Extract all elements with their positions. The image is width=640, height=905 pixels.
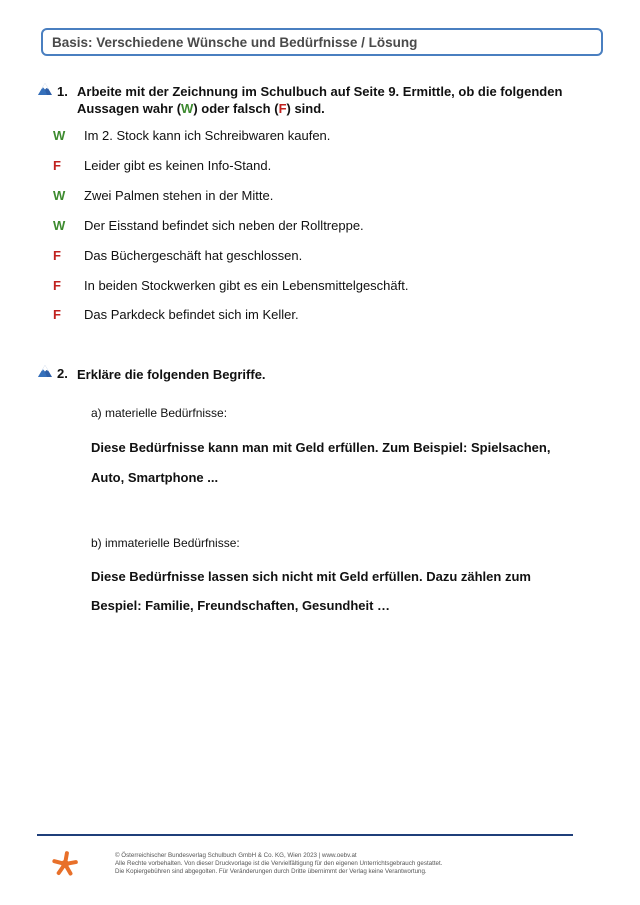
- list-item: [53, 217, 364, 233]
- subtask-label-a: a) materielle Bedürfnisse:: [91, 406, 228, 420]
- answer-letter: F: [53, 306, 61, 322]
- answer-letter: F: [53, 277, 61, 293]
- statement-text: Im 2. Stock kann ich Schreibwaren kaufen.: [84, 127, 331, 143]
- answer-letter: W: [53, 217, 66, 233]
- list-item: [53, 247, 302, 263]
- mountain-level-icon: [38, 365, 52, 377]
- answer-letter: F: [53, 157, 61, 173]
- answer-a-line1: Diese Bedürfnisse kann man mit Geld erfüllen. Zum Beispiel: Spielsachen,: [91, 440, 551, 455]
- statement-text: Leider gibt es keinen Info-Stand.: [84, 157, 272, 173]
- answer-letter: W: [53, 127, 66, 143]
- answer-a-line2: Auto, Smartphone ...: [91, 470, 219, 485]
- list-item: [53, 127, 330, 143]
- statement-text: Das Büchergeschäft hat geschlossen.: [84, 247, 303, 263]
- statement-text: Das Parkdeck befindet sich im Keller.: [84, 306, 299, 322]
- footer-line3: Die Kopiergebühren sind abgegolten. Für Veränderungen durch Dritte übernimmt der Verlag keine Verantwortung.: [115, 868, 427, 875]
- false-letter: F: [278, 101, 287, 116]
- answer-b-line1: Diese Bedürfnisse lassen sich nicht mit Geld erfüllen. Dazu zählen zum: [91, 569, 531, 584]
- list-item: [53, 187, 273, 203]
- footer-copyright: [115, 852, 442, 876]
- answer-b-line2: Bespiel: Familie, Freundschaften, Gesundheit …: [91, 598, 391, 613]
- task-number: 1.: [57, 84, 68, 99]
- list-item: [53, 277, 408, 293]
- task-instruction-line2: Aussagen wahr (W) oder falsch (F) sind.: [77, 101, 325, 116]
- task-number: 2.: [57, 366, 68, 381]
- statement-text: In beiden Stockwerken gibt es ein Lebensmittelgeschäft.: [84, 277, 409, 293]
- footer-line1: © Österreichischer Bundesverlag Schulbuch GmbH & Co. KG, Wien 2023 | www.oebv.at: [115, 852, 357, 859]
- statement-text: Der Eisstand befindet sich neben der Rolltreppe.: [84, 217, 364, 233]
- task-instruction: [77, 83, 562, 117]
- list-item: [53, 306, 299, 322]
- oebv-logo-icon: [51, 850, 79, 878]
- subtask-label-b: b) immaterielle Bedürfnisse:: [91, 536, 240, 550]
- worksheet-title-box: [41, 28, 603, 56]
- task-instruction-line1: Arbeite mit der Zeichnung im Schulbuch auf Seite 9. Ermittle, ob die folgenden: [77, 84, 563, 99]
- worksheet-title: Basis: Verschiedene Wünsche und Bedürfnisse / Lösung: [52, 34, 418, 50]
- footer-line2: Alle Rechte vorbehalten. Von dieser Druckvorlage ist die Vervielfältigung für den eigenen Unterrichtsgebrauch gestattet.: [115, 860, 443, 867]
- mountain-level-icon: [38, 83, 52, 95]
- answer-letter: F: [53, 247, 61, 263]
- true-letter: W: [181, 101, 194, 116]
- footer-rule: [37, 834, 573, 836]
- answer-letter: W: [53, 187, 66, 203]
- list-item: [53, 157, 271, 173]
- task-instruction: Erkläre die folgenden Begriffe.: [77, 367, 266, 382]
- statement-text: Zwei Palmen stehen in der Mitte.: [84, 187, 274, 203]
